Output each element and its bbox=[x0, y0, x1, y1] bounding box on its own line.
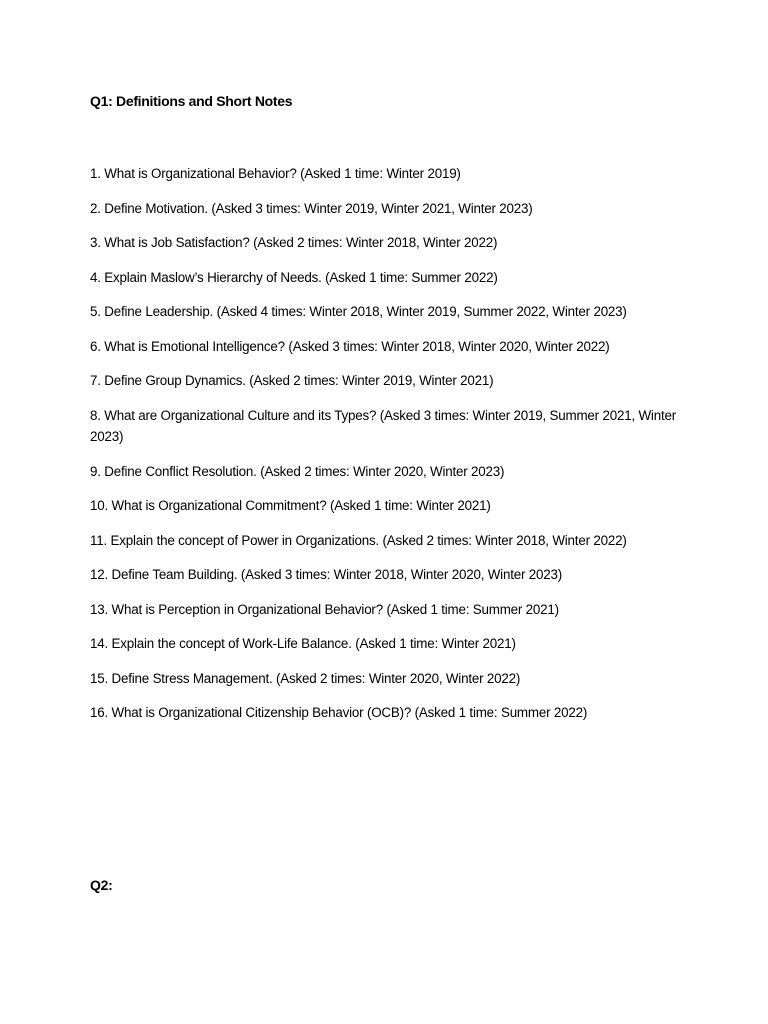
question-item: 5. Define Leadership. (Asked 4 times: Winter 2018, Winter 2019, Summer 2022, Winter 2023) bbox=[90, 304, 627, 319]
question-item: 6. What is Emotional Intelligence? (Asked 3 times: Winter 2018, Winter 2020, Winter 2022) bbox=[90, 338, 610, 354]
question-item: 7. Define Group Dynamics. (Asked 2 times: Winter 2019, Winter 2021) bbox=[90, 373, 494, 388]
question-item: 12. Define Team Building. (Asked 3 times: Winter 2018, Winter 2020, Winter 2023) bbox=[90, 567, 562, 582]
question-item: 3. What is Job Satisfaction? (Asked 2 times: Winter 2018, Winter 2022) bbox=[90, 235, 498, 250]
question-item: 11. Explain the concept of Power in Organizations. (Asked 2 times: Winter 2018, Winter 2022) bbox=[90, 532, 627, 548]
question-item: 1. What is Organizational Behavior? (Asked 1 time: Winter 2019) bbox=[90, 166, 461, 181]
question-item: 16. What is Organizational Citizenship Behavior (OCB)? (Asked 1 time: Summer 2022) bbox=[90, 705, 588, 720]
q2-heading: Q2: bbox=[90, 877, 113, 893]
question-item: 9. Define Conflict Resolution. (Asked 2 times: Winter 2020, Winter 2023) bbox=[90, 463, 505, 479]
question-item: 14. Explain the concept of Work-Life Balance. (Asked 1 time: Winter 2021) bbox=[90, 636, 516, 651]
q1-question-list bbox=[90, 163, 690, 737]
question-item: 4. Explain Maslow’s Hierarchy of Needs. (Asked 1 time: Summer 2022) bbox=[90, 269, 498, 285]
q1-heading: Q1: Definitions and Short Notes bbox=[90, 93, 293, 109]
question-item: 10. What is Organizational Commitment? (Asked 1 time: Winter 2021) bbox=[90, 498, 491, 513]
question-item: 2. Define Motivation. (Asked 3 times: Winter 2019, Winter 2021, Winter 2023) bbox=[90, 200, 533, 216]
question-item: 8. What are Organizational Culture and its Types? (Asked 3 times: Winter 2019, Summer 2021, Winter 2023) bbox=[90, 407, 676, 444]
question-item: 13. What is Perception in Organizational Behavior? (Asked 1 time: Summer 2021) bbox=[90, 601, 559, 617]
question-item: 15. Define Stress Management. (Asked 2 times: Winter 2020, Winter 2022) bbox=[90, 670, 521, 686]
